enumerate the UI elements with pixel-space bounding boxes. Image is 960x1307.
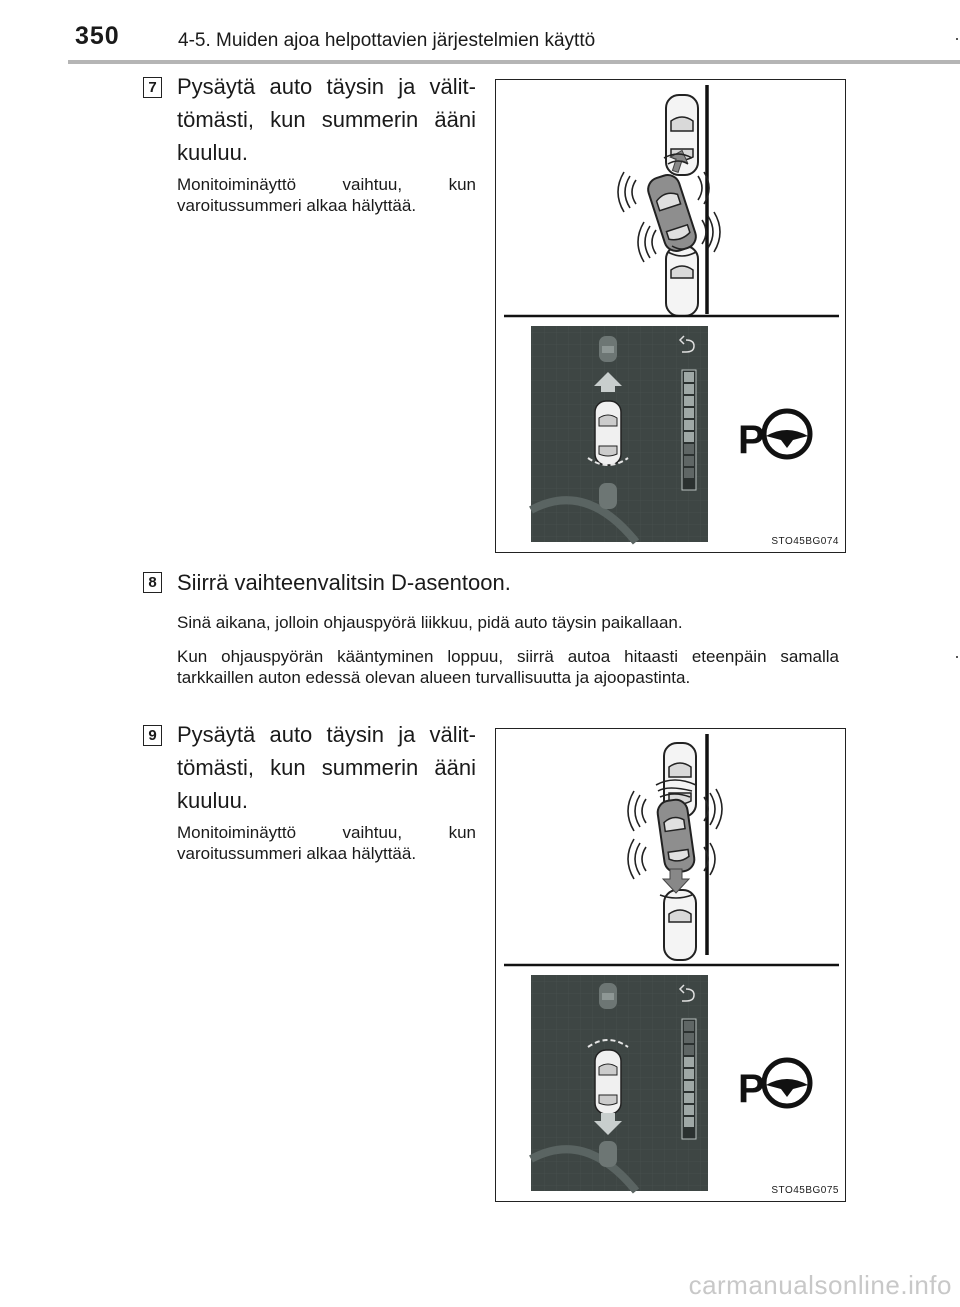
display-ego-car-icon: [595, 1050, 621, 1114]
figure-parking-backward: [495, 728, 846, 1202]
edge-mark: [956, 656, 958, 658]
parking-assist-p-icon: P: [738, 418, 765, 462]
figure-code: STO45BG075: [771, 1185, 839, 1196]
parked-car-rear-icon: [664, 890, 696, 960]
display-front-obstacle-icon: [599, 336, 617, 362]
multi-information-display: [531, 326, 708, 542]
display-front-obstacle-icon: [599, 983, 617, 1009]
page-number: 350: [75, 22, 120, 50]
section-title: 4-5. Muiden ajoa helpottavien järjestelmien käyttö: [178, 30, 596, 51]
display-ego-car-icon: [595, 401, 621, 465]
steering-wheel-icon: [764, 411, 810, 457]
step-7-note: Monitoiminäyttö vaihtuu, kun varoitussummeri alkaa hälyttää.: [177, 175, 476, 215]
step-9-instruction: Pysäytä auto täysin ja välittömästi, kun summerin ääni kuuluu.: [177, 722, 476, 813]
step-8-instruction: Siirrä vaihteenvalitsin D-asentoon.: [177, 570, 511, 595]
ego-car-icon: [645, 172, 699, 254]
header-rule: [68, 60, 960, 64]
parking-illustration-backward: [496, 729, 845, 1201]
guidance-progress-segments: [684, 1021, 694, 1127]
parking-illustration-forward: [496, 80, 845, 552]
step-9-badge: 9: [143, 725, 162, 746]
figure-parking-forward: [495, 79, 846, 553]
display-rear-obstacle-icon: [599, 483, 617, 509]
figure-code: STO45BG074: [771, 536, 839, 547]
step-8-note-1: Sinä aikana, jolloin ohjauspyörä liikkuu, pidä auto täysin paikallaan.: [177, 613, 683, 632]
display-rear-obstacle-icon: [599, 1141, 617, 1167]
step-7-instruction: Pysäytä auto täysin ja välittömästi, kun summerin ääni kuuluu.: [177, 74, 476, 165]
guidance-progress-segments: [684, 372, 694, 478]
step-9-note: Monitoiminäyttö vaihtuu, kun varoitussummeri alkaa hälyttää.: [177, 823, 476, 863]
parking-assist-p-icon: P: [738, 1067, 765, 1111]
multi-information-display: [531, 975, 708, 1191]
watermark: carmanualsonline.info: [688, 1270, 952, 1300]
step-8-badge: 8: [143, 572, 162, 593]
steering-wheel-icon: [764, 1060, 810, 1106]
step-8-note-2: Kun ohjauspyörän kääntyminen loppuu, siirrä autoa hitaasti eteenpäin samalla tarkkaillen auton edessä olevan alueen turvallisuutta ja ajoopastinta.: [177, 647, 839, 687]
edge-mark: [956, 38, 958, 40]
step-7-badge: 7: [143, 77, 162, 98]
